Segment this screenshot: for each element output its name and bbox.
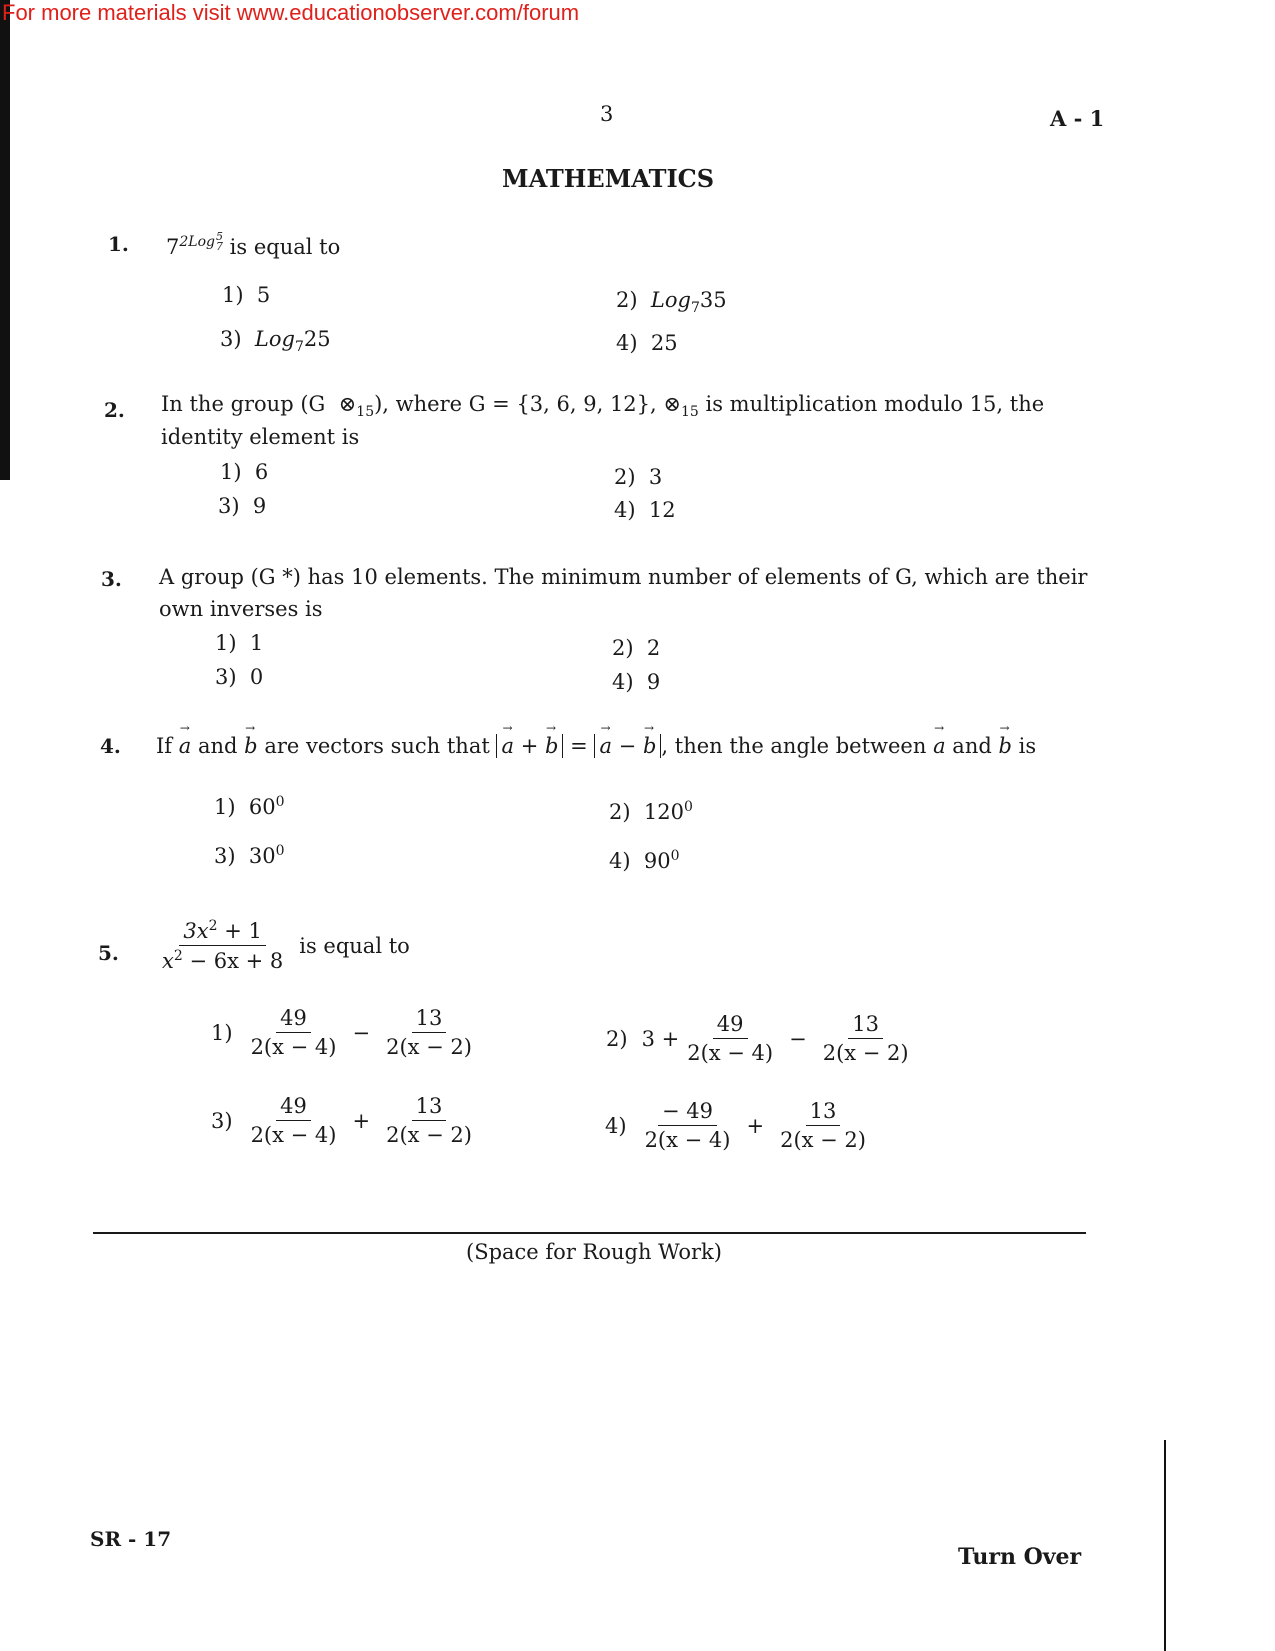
q5-num: 3x xyxy=(183,919,209,943)
option-label: 1) xyxy=(215,631,237,655)
q3-option-2[interactable] xyxy=(612,636,660,660)
page-number: 3 xyxy=(600,102,614,126)
degree-sup: 0 xyxy=(670,848,680,864)
fraction-num: 49 xyxy=(713,1012,748,1039)
question-1-text xyxy=(166,232,340,259)
q4-is: is xyxy=(1018,734,1037,758)
option-fraction xyxy=(382,1094,476,1147)
fraction-den: 2(x − 4) xyxy=(250,1123,337,1147)
paper-code: A - 1 xyxy=(1050,106,1105,131)
q4-and: and xyxy=(952,734,992,758)
question-3-text: A group (G *) has 10 elements. The minimum number of elements of G, which are their xyxy=(159,565,1088,589)
option-operator: + xyxy=(746,1113,765,1138)
fraction-den: 2(x − 4) xyxy=(687,1041,774,1065)
vector-a: → a xyxy=(933,734,946,758)
q3-option-3[interactable] xyxy=(215,665,263,689)
option-label: 4) xyxy=(612,670,634,694)
q2-option-4[interactable] xyxy=(614,498,676,522)
q5-option-3[interactable] xyxy=(211,1094,480,1147)
fraction-den: 2(x − 2) xyxy=(780,1128,866,1152)
option-value: 120 xyxy=(643,800,685,824)
degree-sup: 0 xyxy=(275,794,285,810)
vector-a: → a xyxy=(501,734,514,758)
scan-edge-bar xyxy=(0,0,10,480)
q5-den-sup: 2 xyxy=(173,948,183,964)
option-value: 35 xyxy=(699,288,727,312)
option-label: 1) xyxy=(211,1020,233,1045)
q4-option-3[interactable] xyxy=(214,843,285,868)
vector-a: → a xyxy=(179,734,192,758)
option-value: 25 xyxy=(650,331,678,355)
option-log: Log xyxy=(650,288,691,312)
degree-sup: 0 xyxy=(275,843,285,859)
option-label: 4) xyxy=(616,331,638,355)
question-1-number: 1. xyxy=(108,232,129,256)
option-value: 9 xyxy=(252,494,267,518)
option-fraction xyxy=(683,1012,777,1065)
option-fraction xyxy=(247,1094,341,1147)
option-value: 9 xyxy=(646,670,661,694)
option-label: 4) xyxy=(605,1113,627,1138)
question-2-text xyxy=(161,392,1044,420)
fraction-num: 49 xyxy=(276,1094,311,1121)
option-label: 1) xyxy=(214,795,236,819)
option-label: 3) xyxy=(220,327,242,351)
rough-work-label: (Space for Rough Work) xyxy=(466,1240,722,1264)
fraction-den: 2(x − 4) xyxy=(644,1128,731,1152)
q1-base: 7 xyxy=(166,235,180,259)
option-fraction xyxy=(382,1006,476,1059)
q3-option-4[interactable] xyxy=(612,670,660,694)
option-label: 2) xyxy=(616,288,638,312)
q4-option-2[interactable] xyxy=(609,799,693,824)
vector-b: → b xyxy=(998,734,1011,758)
option-label: 2) xyxy=(614,465,636,489)
option-log: Log xyxy=(254,327,295,351)
q2-text-c: ), where G = {3, 6, 9, 12}, ⊗ xyxy=(374,392,681,416)
footer-turn-over: Turn Over xyxy=(958,1544,1082,1570)
vector-b: → b xyxy=(643,734,656,758)
option-value: 5 xyxy=(256,283,271,307)
q4-and: and xyxy=(197,734,238,758)
q1-option-2[interactable] xyxy=(616,288,727,316)
fraction-den: 2(x − 2) xyxy=(386,1035,472,1059)
option-fraction xyxy=(247,1006,341,1059)
option-value: 30 xyxy=(248,844,276,868)
option-label: 2) xyxy=(609,800,631,824)
fraction-num: 13 xyxy=(806,1099,841,1126)
scan-edge-line xyxy=(1164,1440,1166,1651)
q5-den: x xyxy=(162,949,174,973)
fraction-den: 2(x − 4) xyxy=(250,1035,337,1059)
section-title: MATHEMATICS xyxy=(502,164,715,193)
option-operator: + xyxy=(352,1108,371,1133)
option-value: 3 xyxy=(648,465,663,489)
q2-op-sub: 15 xyxy=(356,404,375,421)
q2-op: ⊗ xyxy=(338,392,357,416)
q2-option-2[interactable] xyxy=(614,465,662,489)
option-value: 1 xyxy=(249,631,264,655)
q4-text-mid: are vectors such that xyxy=(264,734,490,758)
degree-sup: 0 xyxy=(684,799,693,815)
footer-series-code: SR - 17 xyxy=(90,1527,172,1551)
option-label: 2) xyxy=(606,1026,628,1051)
q4-text-then: , then the angle between xyxy=(661,734,927,758)
fraction-num: 13 xyxy=(412,1006,447,1033)
q4-option-4[interactable] xyxy=(609,848,680,873)
option-value: 90 xyxy=(643,849,671,873)
equals-sign: = xyxy=(570,734,588,758)
q1-exp: 2Log xyxy=(179,234,215,250)
q4-option-1[interactable] xyxy=(214,794,285,819)
option-fraction xyxy=(776,1099,870,1152)
q5-text: is equal to xyxy=(299,933,410,958)
q2-text-a: In the group (G xyxy=(161,392,326,416)
fraction-num: 49 xyxy=(276,1006,311,1033)
vector-a: → a xyxy=(599,734,612,758)
option-value: 25 xyxy=(303,327,331,351)
option-label: 3) xyxy=(215,665,237,689)
fraction-den: 2(x − 2) xyxy=(822,1041,909,1065)
option-fraction xyxy=(641,1099,735,1152)
q5-num-sup: 2 xyxy=(208,918,218,934)
question-2-text-line2: identity element is xyxy=(161,425,360,449)
q5-num-rest: + 1 xyxy=(217,919,262,943)
minus-sign: − xyxy=(618,734,637,758)
question-4-number: 4. xyxy=(100,734,121,758)
q2-option-3[interactable] xyxy=(218,494,266,518)
plus-sign: + xyxy=(520,734,539,758)
question-4-text xyxy=(156,734,1036,758)
option-fraction xyxy=(819,1012,913,1065)
question-5-number: 5. xyxy=(98,941,119,965)
option-label: 3) xyxy=(218,494,240,518)
abs-diff xyxy=(594,734,661,758)
option-label: 1) xyxy=(222,283,244,307)
fraction-num: 13 xyxy=(412,1094,447,1121)
q3-option-1[interactable] xyxy=(215,631,263,655)
q1-option-4[interactable] xyxy=(616,331,678,355)
vector-b: → b xyxy=(545,734,558,758)
option-log-base: 7 xyxy=(294,339,304,356)
question-5-text xyxy=(154,918,410,973)
option-label: 4) xyxy=(609,849,631,873)
q1-exp-sub: 7 xyxy=(215,240,223,253)
q1-exp-sup: 5 xyxy=(215,230,223,243)
fraction-num: − 49 xyxy=(658,1099,717,1126)
q2-option-1[interactable] xyxy=(220,460,268,484)
option-value: 2 xyxy=(646,636,661,660)
fraction-num: 13 xyxy=(848,1012,883,1039)
q1-option-1[interactable] xyxy=(222,283,270,307)
question-2-number: 2. xyxy=(104,398,125,422)
q5-fraction xyxy=(158,918,287,973)
abs-sum xyxy=(496,734,563,758)
option-log-base: 7 xyxy=(690,300,700,317)
option-value: 12 xyxy=(648,498,676,522)
option-label: 1) xyxy=(220,460,242,484)
option-label: 2) xyxy=(612,636,634,660)
q5-option-4[interactable] xyxy=(605,1099,874,1152)
option-label: 3) xyxy=(211,1108,233,1133)
option-label: 3) xyxy=(214,844,236,868)
fraction-den: 2(x − 2) xyxy=(386,1123,472,1147)
question-3-text-line2: own inverses is xyxy=(159,597,323,621)
option-prefix: 3 + xyxy=(641,1026,680,1051)
q1-text: is equal to xyxy=(229,235,341,259)
option-value: 0 xyxy=(249,665,264,689)
q2-text-d: is multiplication modulo 15, the xyxy=(705,392,1045,416)
option-value: 60 xyxy=(248,795,276,819)
q5-option-2[interactable] xyxy=(606,1012,917,1065)
option-operator: − xyxy=(352,1020,371,1045)
option-value: 6 xyxy=(254,460,269,484)
option-operator: − xyxy=(789,1026,807,1051)
q1-option-3[interactable] xyxy=(220,327,331,355)
watermark-link[interactable]: For more materials visit www.educationobserver.com/forum xyxy=(2,0,580,25)
q4-if: If xyxy=(156,734,173,758)
rough-work-divider xyxy=(93,1232,1086,1234)
question-3-number: 3. xyxy=(101,567,122,591)
q5-den-rest: − 6x + 8 xyxy=(182,949,284,973)
vector-b: → b xyxy=(244,734,257,758)
q2-op-sub: 15 xyxy=(680,404,699,421)
q5-option-1[interactable] xyxy=(211,1006,480,1059)
option-label: 4) xyxy=(614,498,636,522)
